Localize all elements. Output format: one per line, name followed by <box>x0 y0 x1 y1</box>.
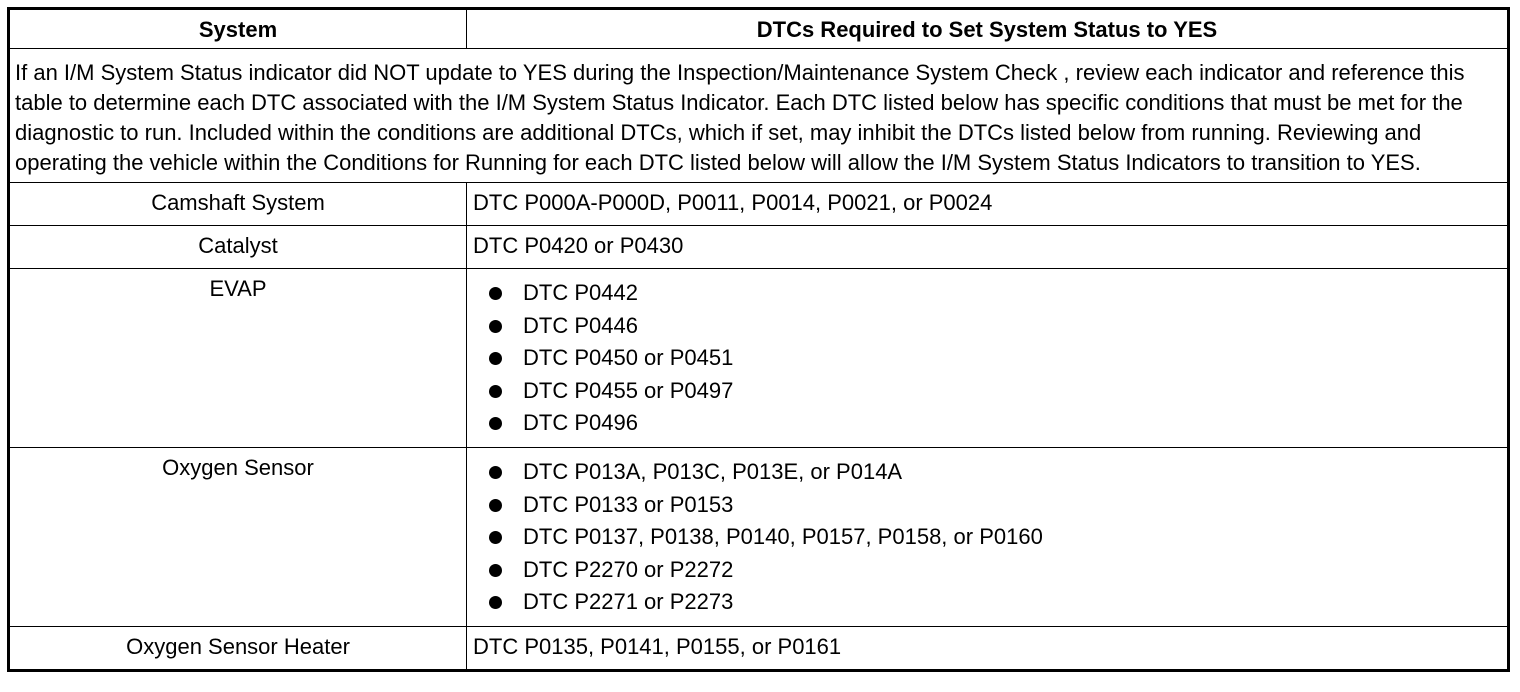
table-row <box>9 183 1509 226</box>
bullet-icon <box>489 385 502 398</box>
table-row <box>9 269 1509 448</box>
dtc-item-text: DTC P0137, P0138, P0140, P0157, P0158, or P0160 <box>523 524 1043 550</box>
bullet-icon <box>489 417 502 430</box>
dtc-item-text: DTC P0450 or P0451 <box>523 345 734 371</box>
dtc-item-text: DTC P013A, P013C, P013E, or P014A <box>523 458 903 484</box>
dtc-list-cell <box>467 269 1509 448</box>
list-item <box>473 310 1507 343</box>
dtc-list <box>473 274 1507 441</box>
bullet-icon <box>489 531 502 544</box>
header-row <box>9 9 1509 49</box>
bullet-icon <box>489 287 502 300</box>
bullet-icon <box>489 320 502 333</box>
list-item <box>473 489 1507 522</box>
list-item <box>473 375 1507 408</box>
dtc-item-text: DTC P2271 or P2273 <box>523 589 734 615</box>
header-dtcs: DTCs Required to Set System Status to YES <box>467 9 1509 49</box>
bullet-icon <box>489 466 502 479</box>
dtc-cell: DTC P0420 or P0430 <box>467 226 1509 269</box>
list-item <box>473 521 1507 554</box>
dtc-list-cell <box>467 447 1509 626</box>
table-row <box>9 447 1509 626</box>
dtc-table <box>7 7 1510 672</box>
bullet-icon <box>489 352 502 365</box>
dtc-cell: DTC P0135, P0141, P0155, or P0161 <box>467 626 1509 670</box>
list-item <box>473 554 1507 587</box>
system-cell: EVAP <box>9 269 467 448</box>
system-cell: Catalyst <box>9 226 467 269</box>
system-cell: Oxygen Sensor <box>9 447 467 626</box>
dtc-item-text: DTC P0133 or P0153 <box>523 491 734 517</box>
system-cell: Oxygen Sensor Heater <box>9 626 467 670</box>
bullet-icon <box>489 499 502 512</box>
dtc-item-text: DTC P0496 <box>523 410 638 436</box>
intro-text: If an I/M System Status indicator did NOT update to YES during the Inspection/Maintenance System Check , review each indicator and reference this table to determine each DTC associated with the I/M System Status Indicator. Each DTC listed below has specific conditions that must be met for the diagnostic to run. Included within the conditions are additional DTCs, which if set, may inhibit the DTCs listed below from running. Reviewing and operating the vehicle within the Conditions for Running for each DTC listed below will allow the I/M System Status Indicators to transition to YES. <box>9 49 1509 183</box>
bullet-icon <box>489 564 502 577</box>
table-row <box>9 626 1509 670</box>
list-item <box>473 407 1507 440</box>
dtc-item-text: DTC P0455 or P0497 <box>523 377 734 403</box>
list-item <box>473 456 1507 489</box>
bullet-icon <box>489 596 502 609</box>
system-cell: Camshaft System <box>9 183 467 226</box>
dtc-item-text: DTC P2270 or P2272 <box>523 556 734 582</box>
dtc-item-text: DTC P0446 <box>523 312 638 338</box>
list-item <box>473 342 1507 375</box>
dtc-list <box>473 453 1507 620</box>
header-system: System <box>9 9 467 49</box>
intro-row <box>9 49 1509 183</box>
dtc-item-text: DTC P0442 <box>523 280 638 305</box>
dtc-cell: DTC P000A-P000D, P0011, P0014, P0021, or P0024 <box>467 183 1509 226</box>
table-row <box>9 226 1509 269</box>
list-item <box>473 586 1507 619</box>
list-item <box>473 277 1507 310</box>
